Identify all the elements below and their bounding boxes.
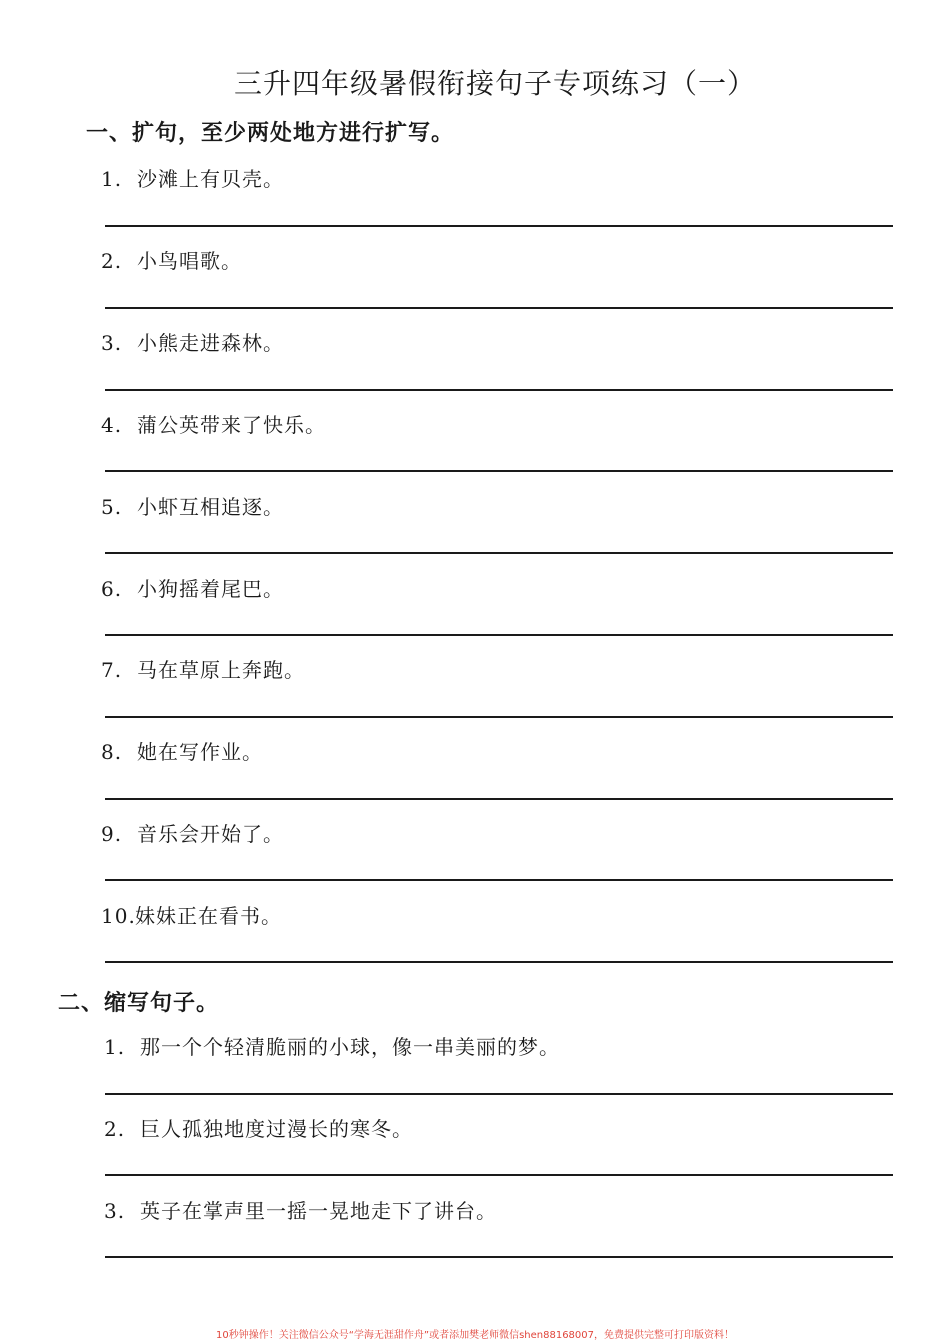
question-text: 小虾互相追逐。 xyxy=(137,495,284,519)
question-2-2 xyxy=(104,1113,413,1142)
section-1-heading: 一、扩句，至少两处地方进行扩写。 xyxy=(86,121,455,146)
question-text: 沙滩上有贝壳。 xyxy=(137,167,284,191)
question-text: 小狗摇着尾巴。 xyxy=(137,577,284,601)
answer-line-1-2[interactable] xyxy=(105,307,893,309)
answer-line-1-5[interactable] xyxy=(105,552,893,554)
question-text: 那一个个轻清脆丽的小球，像一串美丽的梦。 xyxy=(140,1035,560,1059)
question-text: 妹妹正在看书。 xyxy=(135,904,282,928)
question-number: 1. xyxy=(104,1035,126,1059)
answer-line-1-1[interactable] xyxy=(105,225,893,227)
question-text: 小熊走进森林。 xyxy=(137,331,284,355)
question-1-7 xyxy=(101,654,305,683)
question-number: 2. xyxy=(104,1117,126,1141)
question-text: 英子在掌声里一摇一晃地走下了讲台。 xyxy=(140,1199,497,1223)
answer-line-1-3[interactable] xyxy=(105,389,893,391)
answer-line-2-2[interactable] xyxy=(105,1174,893,1176)
question-1-6 xyxy=(101,573,284,602)
answer-line-1-7[interactable] xyxy=(105,716,893,718)
answer-line-1-4[interactable] xyxy=(105,470,893,472)
question-1-2 xyxy=(101,245,242,274)
question-text: 马在草原上奔跑。 xyxy=(137,658,305,682)
answer-line-2-1[interactable] xyxy=(105,1093,893,1095)
question-1-3 xyxy=(101,327,284,356)
page-title: 三升四年级暑假衔接句子专项练习（一） xyxy=(233,67,756,100)
answer-line-2-3[interactable] xyxy=(105,1256,893,1258)
question-number: 5. xyxy=(101,495,123,519)
question-text: 音乐会开始了。 xyxy=(137,822,284,846)
question-1-1 xyxy=(101,163,284,192)
footer-notice: 10秒钟操作！关注微信公众号“学海无涯甜作舟”或者添加樊老师微信shen88168007，免费提供完整可打印版资料！ xyxy=(215,1330,735,1341)
question-1-9 xyxy=(101,818,284,847)
answer-line-1-8[interactable] xyxy=(105,798,893,800)
question-1-8 xyxy=(101,736,263,765)
question-1-5 xyxy=(101,491,284,520)
question-number: 10. xyxy=(101,904,136,928)
question-number: 9. xyxy=(101,822,123,846)
question-text: 巨人孤独地度过漫长的寒冬。 xyxy=(140,1117,413,1141)
question-2-1 xyxy=(104,1031,560,1060)
section-2-heading: 二、缩写句子。 xyxy=(58,991,220,1016)
question-number: 7. xyxy=(101,658,123,682)
question-number: 4. xyxy=(101,413,123,437)
question-text: 蒲公英带来了快乐。 xyxy=(137,413,326,437)
question-number: 8. xyxy=(101,740,123,764)
answer-line-1-10[interactable] xyxy=(105,961,893,963)
question-2-3 xyxy=(104,1195,497,1224)
answer-line-1-6[interactable] xyxy=(105,634,893,636)
question-1-4 xyxy=(101,409,326,438)
question-number: 3. xyxy=(104,1199,126,1223)
answer-line-1-9[interactable] xyxy=(105,879,893,881)
question-number: 2. xyxy=(101,249,123,273)
question-text: 小鸟唱歌。 xyxy=(137,249,242,273)
question-number: 3. xyxy=(101,331,123,355)
question-text: 她在写作业。 xyxy=(137,740,263,764)
question-1-10 xyxy=(101,900,282,929)
question-number: 6. xyxy=(101,577,123,601)
question-number: 1. xyxy=(101,167,123,191)
